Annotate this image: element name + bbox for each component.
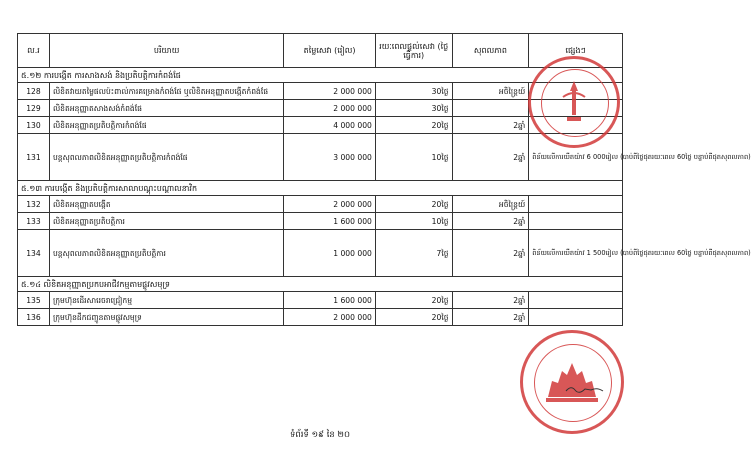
row-number: 131 bbox=[18, 134, 50, 181]
row-number: 132 bbox=[18, 196, 50, 213]
section-row bbox=[18, 277, 623, 292]
table-row bbox=[18, 230, 623, 277]
row-duration: 7ថ្ងៃ bbox=[375, 230, 452, 277]
row-description: បន្តសុពលភាពលិខិតអនុញ្ញាតប្រតិបត្តិការ bbox=[49, 230, 283, 277]
row-note: ពិន័យលើការយឺតយ៉ាវ 6 000រៀល (បាប់ពីថ្ងៃផុតរយៈពេល 60ថ្ងៃ បន្ទាប់ពីផុតសុពលភាព) bbox=[529, 134, 623, 181]
section-title: ៥.១២ ការបង្កើត ការសាងសង់ និងប្រតិបត្តិការកំពង់ផែ bbox=[18, 68, 623, 83]
row-price: 2 000 000 bbox=[284, 196, 376, 213]
row-duration: 30ថ្ងៃ bbox=[375, 83, 452, 100]
row-validity: អចិន្ត្រៃយ៍ bbox=[452, 196, 529, 213]
row-description: បន្តសុពលភាពលិខិតអនុញ្ញាតប្រតិបត្តិការកំពង់ផែ bbox=[49, 134, 283, 181]
row-number: 135 bbox=[18, 292, 50, 309]
row-number: 134 bbox=[18, 230, 50, 277]
row-validity: 2ឆ្នាំ bbox=[452, 292, 529, 309]
row-note bbox=[529, 213, 623, 230]
table-header-row bbox=[18, 34, 623, 68]
col-header-description: បរិយាយ bbox=[49, 34, 283, 68]
row-price: 1 000 000 bbox=[284, 230, 376, 277]
row-note bbox=[529, 196, 623, 213]
row-validity: 2ឆ្នាំ bbox=[452, 230, 529, 277]
row-description: ក្រុមហ៊ុនដើរសារេចរាជ្រៀកម្ម bbox=[49, 292, 283, 309]
row-price: 3 000 000 bbox=[284, 134, 376, 181]
row-duration: 20ថ្ងៃ bbox=[375, 309, 452, 326]
official-seal-bottom bbox=[520, 330, 624, 434]
section-title: ៥.១៤ លិខិតអនុញ្ញាតប្រកបអាជីវកម្មតាមផ្លូវសមុទ្រ bbox=[18, 277, 623, 292]
row-description: លិខិតអនុញ្ញាតប្រតិបត្តិការកំពង់ផែ bbox=[49, 117, 283, 134]
section-row bbox=[18, 68, 623, 83]
fee-table bbox=[17, 33, 751, 326]
table-row bbox=[18, 196, 623, 213]
row-duration: 10ថ្ងៃ bbox=[375, 134, 452, 181]
row-number: 136 bbox=[18, 309, 50, 326]
signature-mark bbox=[565, 384, 605, 394]
official-seal-top bbox=[528, 56, 620, 148]
row-note bbox=[529, 292, 623, 309]
page-number: ទំព័រទី ១៩ នៃ ២០ bbox=[290, 430, 350, 440]
row-duration: 20ថ្ងៃ bbox=[375, 196, 452, 213]
row-validity: 2ឆ្នាំ bbox=[452, 309, 529, 326]
row-validity bbox=[452, 100, 529, 117]
row-validity: 2ឆ្នាំ bbox=[452, 134, 529, 181]
row-validity: 2ឆ្នាំ bbox=[452, 117, 529, 134]
row-duration: 30ថ្ងៃ bbox=[375, 100, 452, 117]
row-number: 133 bbox=[18, 213, 50, 230]
row-description: លិខិតវាយតម្លៃផលប៉ះពាល់ការគម្រោងកំពង់ផែ ឬលិខិតអនុញ្ញាតបង្កើតកំពង់ផែ bbox=[49, 83, 283, 100]
row-price: 1 600 000 bbox=[284, 213, 376, 230]
row-price: 4 000 000 bbox=[284, 117, 376, 134]
temple-emblem-icon bbox=[544, 361, 600, 403]
row-price: 2 000 000 bbox=[284, 100, 376, 117]
table-row bbox=[18, 292, 623, 309]
section-title: ៥.១៣ ការបង្កើត និងប្រតិបត្តិការសាលាបណ្ដុះបណ្ដាលនាវិក bbox=[18, 181, 623, 196]
row-note: ពិន័យលើការយឺតយ៉ាវ 1 500រៀល (បាប់ពីថ្ងៃផុតរយៈពេល 60ថ្ងៃ បន្ទាប់ពីផុតសុពលភាព) bbox=[529, 230, 623, 277]
row-price: 2 000 000 bbox=[284, 83, 376, 100]
row-price: 1 600 000 bbox=[284, 292, 376, 309]
row-description: លិខិតអនុញ្ញាតប្រតិបត្តិការ bbox=[49, 213, 283, 230]
row-validity: 2ឆ្នាំ bbox=[452, 213, 529, 230]
row-description: លិខិតអនុញ្ញាតបង្កើត bbox=[49, 196, 283, 213]
col-header-no: ល.រ bbox=[18, 34, 50, 68]
emblem-icon bbox=[557, 79, 591, 125]
table-row bbox=[18, 134, 623, 181]
row-number: 128 bbox=[18, 83, 50, 100]
col-header-price: តម្លៃសេវា (រៀល) bbox=[284, 34, 376, 68]
row-duration: 20ថ្ងៃ bbox=[375, 117, 452, 134]
row-number: 130 bbox=[18, 117, 50, 134]
row-note bbox=[529, 309, 623, 326]
row-validity: អចិន្ត្រៃយ៍ bbox=[452, 83, 529, 100]
row-duration: 10ថ្ងៃ bbox=[375, 213, 452, 230]
table-row bbox=[18, 213, 623, 230]
section-row bbox=[18, 181, 623, 196]
row-description: ក្រុមហ៊ុនដឹកជញ្ជូនតាមផ្លូវសមុទ្រ bbox=[49, 309, 283, 326]
table-row bbox=[18, 309, 623, 326]
row-price: 2 000 000 bbox=[284, 309, 376, 326]
col-header-other: ផ្សេងៗ bbox=[529, 34, 623, 68]
col-header-duration: រយៈពេលផ្ដល់សេវា (ថ្ងៃធ្វើការ) bbox=[375, 34, 452, 68]
row-duration: 20ថ្ងៃ bbox=[375, 292, 452, 309]
col-header-validity: សុពលភាព bbox=[452, 34, 529, 68]
row-number: 129 bbox=[18, 100, 50, 117]
row-description: លិខិតអនុញ្ញាតសាងសង់កំពង់ផែ bbox=[49, 100, 283, 117]
